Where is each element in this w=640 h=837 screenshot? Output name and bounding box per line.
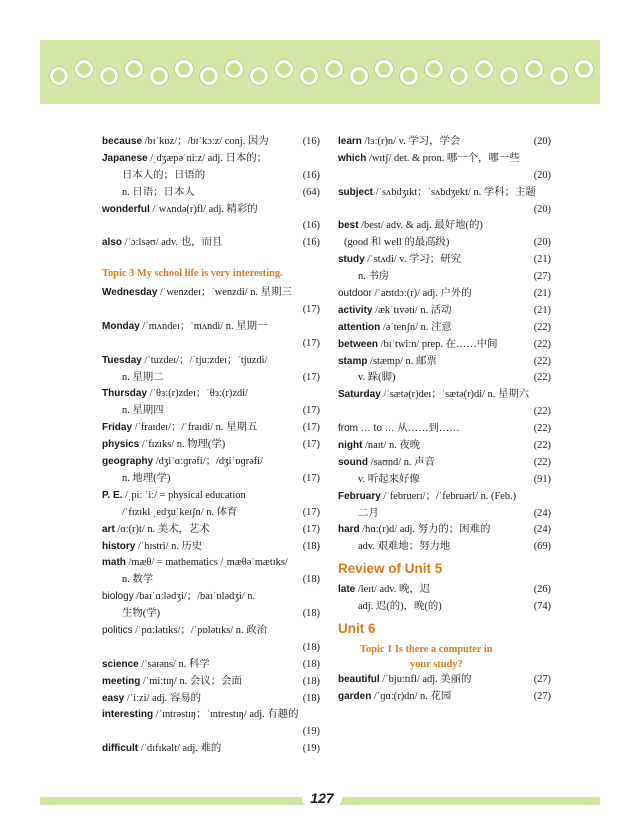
glossary-entry <box>338 134 551 151</box>
definition: /ˈfebruerɪ/；/ˈfebruəri/ n. (Feb.) <box>380 490 517 502</box>
definition: /best/ adv. & adj. 最好地(的) <box>358 220 483 232</box>
ring-decoration <box>250 67 268 85</box>
page-reference: (18) <box>302 675 320 687</box>
page-reference: (19) <box>302 743 320 755</box>
headword: politics <box>102 624 133 636</box>
ring-decoration <box>375 60 393 78</box>
glossary-entry <box>338 185 551 202</box>
glossary-entry <box>338 672 551 689</box>
definition: /ˈfɪzɪks/ n. 物理(学) <box>139 439 226 451</box>
page-reference: (16) <box>302 220 320 232</box>
definition: /ˈmiːtɪŋ/ n. 会议；会面 <box>140 675 242 687</box>
page-reference: (18) <box>302 608 320 620</box>
page-reference: (26) <box>533 584 551 596</box>
ring-decoration <box>300 67 318 85</box>
glossary-entry <box>338 303 551 320</box>
page-reference: (21) <box>533 288 551 300</box>
glossary-entry <box>102 437 320 454</box>
topic-heading <box>338 642 551 672</box>
definition: /ˌdʒæpəˈniːz/ adj. 日本的； <box>147 152 268 164</box>
definition: /ˈsætə(r)deɪ；ˈsætə(r)di/ n. 星期六 <box>380 389 530 401</box>
glossary-entry <box>102 539 320 556</box>
glossary-continuation <box>102 336 320 353</box>
definition: /naɪt/ n. 夜晚 <box>362 440 421 452</box>
glossary-continuation <box>102 302 320 319</box>
definition: adv. 艰难地；努力地 <box>358 541 451 553</box>
definition: /ˈsʌbdʒɪkt；ˈsʌbdʒekt/ n. 学科；主题 <box>373 186 536 198</box>
definition: /ˈhɪstri/ n. 历史 <box>135 540 203 552</box>
glossary-continuation <box>102 606 320 623</box>
page-reference: (22) <box>533 406 551 418</box>
glossary-entry <box>338 252 551 269</box>
page-reference: (22) <box>533 423 551 435</box>
glossary-entry <box>102 657 320 674</box>
headword: easy <box>102 692 125 704</box>
definition: v. 跺(脚) <box>358 372 396 384</box>
headword: from … to … <box>338 423 395 435</box>
glossary-entry <box>102 134 320 151</box>
definition: /lɜː(r)n/ v. 学习，学会 <box>361 136 461 147</box>
glossary-entry <box>102 202 320 219</box>
ring-decoration <box>275 60 293 78</box>
page-reference: (17) <box>302 472 320 484</box>
page-reference: (22) <box>533 321 551 333</box>
glossary-entry <box>102 420 320 437</box>
glossary-entry <box>102 674 320 691</box>
page-reference: (21) <box>533 254 551 266</box>
definition: /saʊnd/ n. 声音 <box>368 456 435 468</box>
definition: /ˈwenzdeɪ；ˈwenzdi/ n. 星期三 <box>157 287 292 299</box>
header-band <box>40 40 600 104</box>
headword: interesting <box>102 709 154 721</box>
page-reference: (17) <box>302 371 320 383</box>
glossary-continuation <box>338 599 551 616</box>
page-reference: (69) <box>533 541 551 553</box>
definition: /ˈɪntrəstɪŋ；ˈɪntrestɪŋ/ adj. 有趣的 <box>153 709 299 721</box>
page-reference: (16) <box>302 237 320 249</box>
headword: Tuesday <box>102 354 142 366</box>
page-reference: (22) <box>533 456 551 468</box>
glossary-right-column <box>338 134 551 706</box>
definition: /ˈbjuːtɪfl/ adj. 美丽的 <box>379 674 472 686</box>
page-reference: (18) <box>302 641 320 653</box>
definition: /ˈstʌdi/ v. 学习；研究 <box>364 254 461 266</box>
page-reference: (22) <box>533 338 551 350</box>
headword: biology <box>102 591 134 603</box>
headword: wonderful <box>102 203 150 215</box>
glossary-entry <box>102 555 320 572</box>
glossary-entry <box>102 522 320 539</box>
definition: /ˈmʌndeɪ；ˈmʌndi/ n. 星期一 <box>139 320 268 332</box>
definition: n. 星期四 <box>122 405 164 417</box>
definition: /baɪˈɑːlədʒi/；/baɪˈɒlədʒi/ n. <box>133 591 256 603</box>
definition: /bɪˈkɒz/；/bɪˈkɔːz/ conj. 因为 <box>142 136 269 147</box>
glossary-continuation <box>338 404 551 421</box>
definition: /hɑː(r)d/ adj. 努力的；困难的 <box>359 524 491 536</box>
definition: 从……到…… <box>394 423 460 435</box>
glossary-entry <box>102 589 320 606</box>
glossary-entry <box>102 623 320 640</box>
ring-decoration <box>350 67 368 85</box>
definition: /ˌpiː ˈiː/ = physical education <box>122 489 246 501</box>
definition: /bɪˈtwiːn/ prep. 在……中间 <box>378 338 498 350</box>
page-reference: (22) <box>533 440 551 452</box>
headword: outdoor <box>338 288 372 300</box>
glossary-continuation <box>338 168 551 185</box>
ring-decoration <box>450 67 468 85</box>
page-reference: (64) <box>302 186 320 198</box>
headword: Thursday <box>102 388 148 400</box>
page-reference: (24) <box>533 524 551 536</box>
glossary-entry <box>338 151 551 168</box>
glossary-entry <box>338 489 551 506</box>
page-reference: (18) <box>302 540 320 552</box>
page-reference: (17) <box>302 439 320 451</box>
headword: hard <box>338 524 360 536</box>
ring-decoration <box>325 60 343 78</box>
glossary-continuation <box>338 235 551 252</box>
page-reference: (16) <box>302 136 320 147</box>
glossary-entry <box>338 421 551 438</box>
glossary-entry <box>338 387 551 404</box>
headword: meeting <box>102 675 141 687</box>
headword: Monday <box>102 320 140 332</box>
definition: /ɑː(r)t/ n. 美术，艺术 <box>114 523 210 535</box>
glossary-entry <box>338 218 551 235</box>
section-heading: Unit 6 <box>338 621 376 637</box>
ring-decoration <box>100 67 118 85</box>
ring-decoration <box>175 60 193 78</box>
glossary-entry <box>338 689 551 706</box>
definition: /ˈdɪfɪkəlt/ adj. 难的 <box>138 743 222 755</box>
headword: between <box>338 338 379 350</box>
headword: art <box>102 523 115 535</box>
glossary-continuation <box>338 269 551 286</box>
definition: /ˈɔːlsəʊ/ adv. 也，而且 <box>122 237 223 249</box>
headword: difficult <box>102 743 139 755</box>
headword: history <box>102 540 136 552</box>
page-reference: (27) <box>533 271 551 283</box>
topic-heading-line-1: Topic 1 Is there a computer in <box>360 644 493 656</box>
page-reference: (20) <box>533 169 551 181</box>
headword: sound <box>338 456 368 468</box>
definition: /leɪt/ adv. 晚，迟 <box>355 584 431 596</box>
topic-heading-line-2: your study? <box>410 659 463 671</box>
definition: n. 星期二 <box>122 371 164 383</box>
glossary-entry <box>338 354 551 371</box>
headword: night <box>338 440 363 452</box>
headword: Friday <box>102 422 133 434</box>
glossary-entry <box>338 582 551 599</box>
headword: garden <box>338 690 372 702</box>
page-reference: (19) <box>302 726 320 738</box>
headword: learn <box>338 136 362 147</box>
glossary-entry <box>102 454 320 471</box>
definition: 日本人的；日语的 <box>122 169 206 181</box>
glossary-continuation <box>102 572 320 589</box>
glossary-entry <box>102 285 320 302</box>
glossary-entry <box>338 286 551 303</box>
definition: v. 听起来好像 <box>358 473 420 485</box>
page-reference: (17) <box>302 523 320 535</box>
ring-decoration <box>400 67 418 85</box>
glossary-continuation <box>102 403 320 420</box>
definition: n. 日语；日本人 <box>122 186 195 198</box>
glossary-continuation <box>102 168 320 185</box>
ring-decoration <box>225 60 243 78</box>
ring-decoration <box>125 60 143 78</box>
glossary-continuation <box>102 185 320 202</box>
definition: /ˈwʌndə(r)fl/ adj. 精彩的 <box>149 203 258 215</box>
glossary-entry <box>102 488 320 505</box>
glossary-continuation <box>102 724 320 741</box>
page-number: 127 <box>302 787 342 809</box>
section-heading: Review of Unit 5 <box>338 561 443 577</box>
page-reference: (17) <box>302 337 320 349</box>
headword: study <box>338 254 365 266</box>
headword: best <box>338 220 359 232</box>
glossary-entry <box>338 455 551 472</box>
headword: stamp <box>338 355 368 367</box>
definition: /ˈtuzdeɪ/；/ˈtjuːzdeɪ；ˈtjuzdi/ <box>141 354 268 366</box>
ring-decoration <box>200 67 218 85</box>
glossary-left-column <box>102 134 320 758</box>
glossary-continuation <box>338 202 551 219</box>
headword: Saturday <box>338 389 381 401</box>
headword: attention <box>338 321 381 333</box>
page-reference: (21) <box>533 304 551 316</box>
ring-decoration <box>425 60 443 78</box>
definition: /ˈpɑːlətɪks/；/ˈpɒlətɪks/ n. 政治 <box>132 624 267 636</box>
definition: /ˈfraɪdeɪ/；/ˈfraɪdi/ n. 星期五 <box>132 422 258 434</box>
definition: /ˈiːzi/ adj. 容易的 <box>124 692 202 704</box>
glossary-continuation <box>102 640 320 657</box>
page-reference: (20) <box>533 203 551 215</box>
ring-decoration <box>500 67 518 85</box>
page-reference: (17) <box>302 506 320 518</box>
page-reference: (20) <box>533 237 551 249</box>
definition: n. 书房 <box>358 271 390 283</box>
topic-heading: Topic 3 My school life is very interesting. <box>102 268 283 280</box>
glossary-entry <box>102 386 320 403</box>
glossary-entry <box>338 320 551 337</box>
glossary-entry <box>102 353 320 370</box>
definition: /dʒiˈɑːɡrəfi/；/dʒiˈɒɡrəfi/ <box>153 456 263 468</box>
definition: 生物(学) <box>122 608 161 620</box>
page-reference: (16) <box>302 169 320 181</box>
page-reference: (18) <box>302 658 320 670</box>
definition: /ˈaʊtdɔː(r)/ adj. 户外的 <box>371 288 472 300</box>
headword: activity <box>338 304 373 316</box>
ring-decoration <box>150 67 168 85</box>
page-reference: (17) <box>302 422 320 434</box>
ring-decoration <box>50 67 68 85</box>
glossary-entry <box>338 522 551 539</box>
definition: 二月 <box>358 507 379 519</box>
page-reference: (27) <box>533 674 551 686</box>
glossary-continuation <box>102 370 320 387</box>
headword: geography <box>102 456 154 468</box>
ring-decoration <box>525 60 543 78</box>
definition: /ˈsaɪəns/ n. 科学 <box>138 658 210 670</box>
page-reference: (91) <box>533 473 551 485</box>
glossary-continuation <box>338 539 551 556</box>
ring-decoration <box>475 60 493 78</box>
headword: Japanese <box>102 152 148 164</box>
definition: (good 和 well 的最高级) <box>344 237 450 249</box>
page-reference: (22) <box>533 355 551 367</box>
glossary-entry <box>102 235 320 252</box>
page-reference: (22) <box>533 372 551 384</box>
page-reference: (17) <box>302 304 320 316</box>
headword: P. E. <box>102 489 123 501</box>
ring-decoration <box>75 60 93 78</box>
glossary-entry <box>102 319 320 336</box>
ring-decoration <box>550 67 568 85</box>
page-reference: (27) <box>533 690 551 702</box>
headword: also <box>102 237 123 249</box>
definition: n. 数学 <box>122 574 154 586</box>
glossary-continuation <box>102 505 320 522</box>
definition: /mæθ/ = mathematics /ˌmæθəˈmætɪks/ <box>125 557 288 569</box>
page-reference: (74) <box>533 601 551 613</box>
headword: Wednesday <box>102 287 158 299</box>
definition: n. 地理(学) <box>122 472 171 484</box>
glossary-entry <box>338 337 551 354</box>
glossary-entry <box>102 151 320 168</box>
page-reference: (24) <box>533 507 551 519</box>
headword: math <box>102 557 126 569</box>
definition: /stæmp/ n. 邮票 <box>367 355 437 367</box>
page-reference: (18) <box>302 692 320 704</box>
page-reference: (20) <box>533 136 551 147</box>
ring-decoration <box>575 60 593 78</box>
glossary-continuation <box>338 506 551 523</box>
glossary-continuation <box>102 218 320 235</box>
definition: /ˈɡɑː(r)dn/ n. 花园 <box>371 690 452 702</box>
page-reference: (17) <box>302 405 320 417</box>
headword: science <box>102 658 139 670</box>
definition: /ˈθɜː(r)zdeɪ；ˈθɜː(r)zdi/ <box>147 388 248 400</box>
headword: late <box>338 584 356 596</box>
headword: February <box>338 490 381 502</box>
definition: /ækˈtɪvəti/ n. 活动 <box>372 304 452 316</box>
definition: adj. 迟(的)，晚(的) <box>358 601 442 613</box>
definition: /ˈfɪzɪkl ˌedʒuˈkeɪʃn/ n. 体育 <box>122 506 238 518</box>
glossary-entry <box>102 741 320 758</box>
glossary-entry <box>102 691 320 708</box>
glossary-continuation <box>102 471 320 488</box>
headword: which <box>338 152 367 164</box>
definition: /əˈtenʃn/ n. 注意 <box>380 321 452 333</box>
glossary-entry <box>338 438 551 455</box>
headword: physics <box>102 439 140 451</box>
glossary-continuation <box>338 472 551 489</box>
headword: subject <box>338 186 374 198</box>
definition: /wɪtʃ/ det. & pron. 哪一个，哪一些 <box>366 152 520 164</box>
glossary-entry <box>102 707 320 724</box>
glossary-continuation <box>338 370 551 387</box>
headword: because <box>102 136 143 147</box>
page-reference: (18) <box>302 574 320 586</box>
headword: beautiful <box>338 674 380 686</box>
